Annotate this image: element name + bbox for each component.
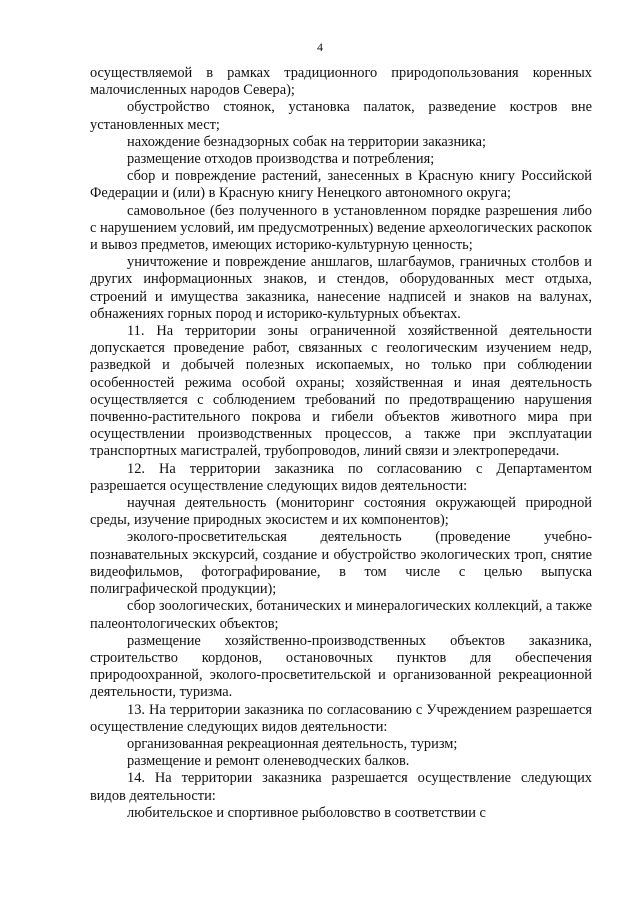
paragraph-clause-12: 12. На территории заказника по согласованию с Департаментом разрешается осуществление следующих видов деятельности: bbox=[90, 460, 592, 494]
page-number: 4 bbox=[317, 40, 323, 54]
paragraph-archaeology: самовольное (без полученного в установленном порядке разрешения либо с нарушением условий, им предусмотренных) ведение археологических раскопок и вывоз предметов, имеющих историко-культурную ценность; bbox=[90, 202, 592, 254]
document-body bbox=[90, 65, 592, 822]
paragraph-clause-14: 14. На территории заказника разрешается осуществление следующих видов деятельности: bbox=[90, 770, 592, 804]
paragraph-fishing: любительское и спортивное рыболовство в соответствии с bbox=[127, 804, 486, 821]
paragraph-eco-education: эколого-просветительская деятельность (проведение учебно-познавательных экскурсий, создание и обустройство экологических троп, снятие видеофильмов, фотографирование, в том числе с целью выпуска полиграфической продукции); bbox=[90, 529, 592, 598]
paragraph-waste: размещение отходов производства и потребления; bbox=[127, 151, 435, 168]
paragraph-reindeer-huts: размещение и ремонт оленеводческих балков. bbox=[127, 753, 410, 770]
paragraph-recreation: организованная рекреационная деятельность, туризм; bbox=[127, 735, 458, 752]
paragraph-scientific: научная деятельность (мониторинг состояния окружающей природной среды, изучение природных экосистем и их компонентов); bbox=[90, 495, 592, 529]
paragraph-clause-11: 11. На территории зоны ограниченной хозяйственной деятельности допускается проведение работ, связанных с геологическим изучением недр, разведкой и добычей полезных ископаемых, но только при соблюдении особенностей режима особой охраны; хозяйственная и иная деятельность осуществляется с соблюдением требований по предотвращению нарушения почвенно-растительного покрова и гибели объектов животного мира при осуществлении производственных процессов, а также при эксплуатации транспортных магистралей, трубопроводов, линий связи и электропередачи. bbox=[90, 323, 592, 460]
paragraph-clause-13: 13. На территории заказника по согласованию с Учреждением разрешается осуществление следующих видов деятельности: bbox=[90, 701, 592, 735]
paragraph-stray-dogs: нахождение безнадзорных собак на территории заказника; bbox=[127, 133, 487, 150]
paragraph-facilities: размещение хозяйственно-производственных объектов заказника, строительство кордонов, остановочных пунктов для обеспечения природоохранной, эколого-просветительской и организованной рекреационной деятельности, туризма. bbox=[90, 632, 592, 701]
paragraph-red-book-plants: сбор и повреждение растений, занесенных в Красную книгу Российской Федерации и (или) в Красную книгу Ненецкого автономного округа; bbox=[90, 168, 592, 202]
paragraph-vandalism: уничтожение и повреждение аншлагов, шлагбаумов, граничных столбов и других информационных знаков, и стендов, оборудованных мест отдыха, строений и имущества заказника, нанесение надписей и знаков на валунах, обнажениях горных пород и историко-культурных объектах. bbox=[90, 254, 592, 322]
paragraph-collections: сбор зоологических, ботанических и минералогических коллекций, а также палеонтологических объектов; bbox=[90, 598, 592, 632]
paragraph-campsites: обустройство стоянок, установка палаток, разведение костров вне установленных мест; bbox=[90, 99, 592, 133]
paragraph-continuation: осуществляемой в рамках традиционного природопользования коренных малочисленных народов Севера); bbox=[90, 65, 592, 99]
